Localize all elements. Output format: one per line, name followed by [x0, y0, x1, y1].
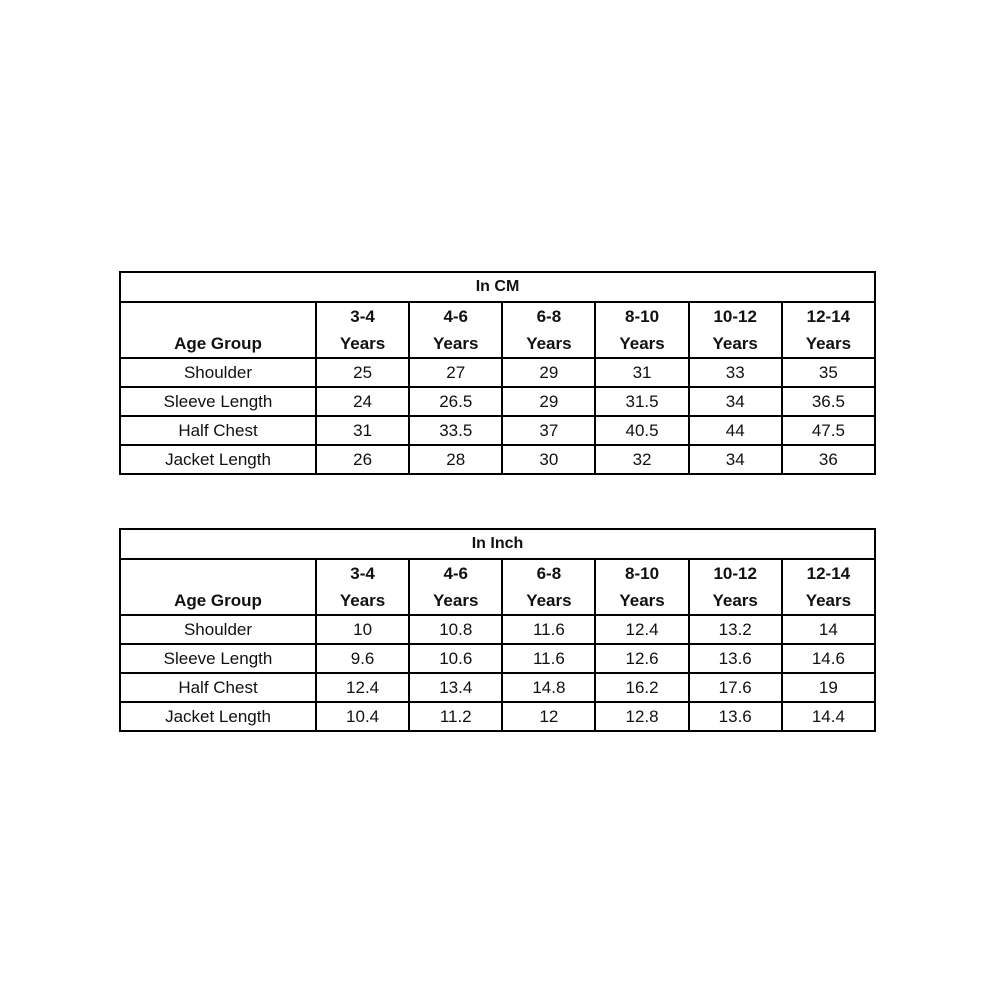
table-cell: 36.5 — [782, 387, 875, 416]
table-cell: 33.5 — [409, 416, 502, 445]
table-cell: 26.5 — [409, 387, 502, 416]
table-row — [120, 445, 875, 474]
column-header: 8-10 Years — [595, 302, 688, 358]
table-cell: 37 — [502, 416, 595, 445]
table-cell: 14.8 — [502, 673, 595, 702]
table-cell: 11.6 — [502, 644, 595, 673]
table-row — [120, 615, 875, 644]
row-label: Half Chest — [120, 673, 316, 702]
column-header: 10-12 Years — [689, 302, 782, 358]
table-cell: 14.4 — [782, 702, 875, 731]
table-cell: 12.6 — [595, 644, 688, 673]
table-cell: 25 — [316, 358, 409, 387]
table-row — [120, 358, 875, 387]
table-cell: 34 — [689, 387, 782, 416]
table-cell: 10.8 — [409, 615, 502, 644]
table-cell: 29 — [502, 387, 595, 416]
table-cell: 31 — [595, 358, 688, 387]
table-cell: 31 — [316, 416, 409, 445]
table-cell: 12.4 — [316, 673, 409, 702]
table-cell: 9.6 — [316, 644, 409, 673]
table-cell: 12 — [502, 702, 595, 731]
column-header: 6-8 Years — [502, 559, 595, 615]
table-title-row — [120, 272, 875, 302]
table-cell: 10.4 — [316, 702, 409, 731]
table-title: In Inch — [120, 529, 875, 559]
row-label: Sleeve Length — [120, 387, 316, 416]
table-cell: 27 — [409, 358, 502, 387]
table-row — [120, 387, 875, 416]
row-label: Half Chest — [120, 416, 316, 445]
table-cell: 11.2 — [409, 702, 502, 731]
row-label: Jacket Length — [120, 702, 316, 731]
table-cell: 30 — [502, 445, 595, 474]
table-cell: 35 — [782, 358, 875, 387]
table-cell: 28 — [409, 445, 502, 474]
table-cell: 11.6 — [502, 615, 595, 644]
table-cell: 34 — [689, 445, 782, 474]
table-header-row — [120, 559, 875, 615]
table-cell: 17.6 — [689, 673, 782, 702]
table-cell: 13.6 — [689, 644, 782, 673]
table-cell: 14.6 — [782, 644, 875, 673]
column-header: 10-12 Years — [689, 559, 782, 615]
row-label: Jacket Length — [120, 445, 316, 474]
size-table-cm — [119, 271, 876, 475]
column-header: 4-6 Years — [409, 302, 502, 358]
column-header: 12-14 Years — [782, 302, 875, 358]
table-cell: 24 — [316, 387, 409, 416]
table-cell: 10 — [316, 615, 409, 644]
table-row — [120, 644, 875, 673]
table-title: In CM — [120, 272, 875, 302]
table-row — [120, 702, 875, 731]
table-cell: 40.5 — [595, 416, 688, 445]
age-group-header: Age Group — [120, 302, 316, 358]
table-cell: 12.8 — [595, 702, 688, 731]
table-cell: 14 — [782, 615, 875, 644]
age-group-header: Age Group — [120, 559, 316, 615]
table-cell: 10.6 — [409, 644, 502, 673]
table-cell: 32 — [595, 445, 688, 474]
table-cell: 44 — [689, 416, 782, 445]
column-header: 8-10 Years — [595, 559, 688, 615]
table-cell: 29 — [502, 358, 595, 387]
table-cell: 16.2 — [595, 673, 688, 702]
row-label: Sleeve Length — [120, 644, 316, 673]
table-cell: 31.5 — [595, 387, 688, 416]
size-table-inch — [119, 528, 876, 732]
table-cell: 36 — [782, 445, 875, 474]
column-header: 12-14 Years — [782, 559, 875, 615]
table-row — [120, 416, 875, 445]
row-label: Shoulder — [120, 615, 316, 644]
table-header-row — [120, 302, 875, 358]
row-label: Shoulder — [120, 358, 316, 387]
table-cell: 12.4 — [595, 615, 688, 644]
table-cell: 33 — [689, 358, 782, 387]
table-title-row — [120, 529, 875, 559]
column-header: 4-6 Years — [409, 559, 502, 615]
table-cell: 13.2 — [689, 615, 782, 644]
table-cell: 19 — [782, 673, 875, 702]
table-cell: 26 — [316, 445, 409, 474]
column-header: 3-4 Years — [316, 302, 409, 358]
column-header: 3-4 Years — [316, 559, 409, 615]
table-cell: 13.6 — [689, 702, 782, 731]
table-row — [120, 673, 875, 702]
table-cell: 13.4 — [409, 673, 502, 702]
column-header: 6-8 Years — [502, 302, 595, 358]
table-cell: 47.5 — [782, 416, 875, 445]
